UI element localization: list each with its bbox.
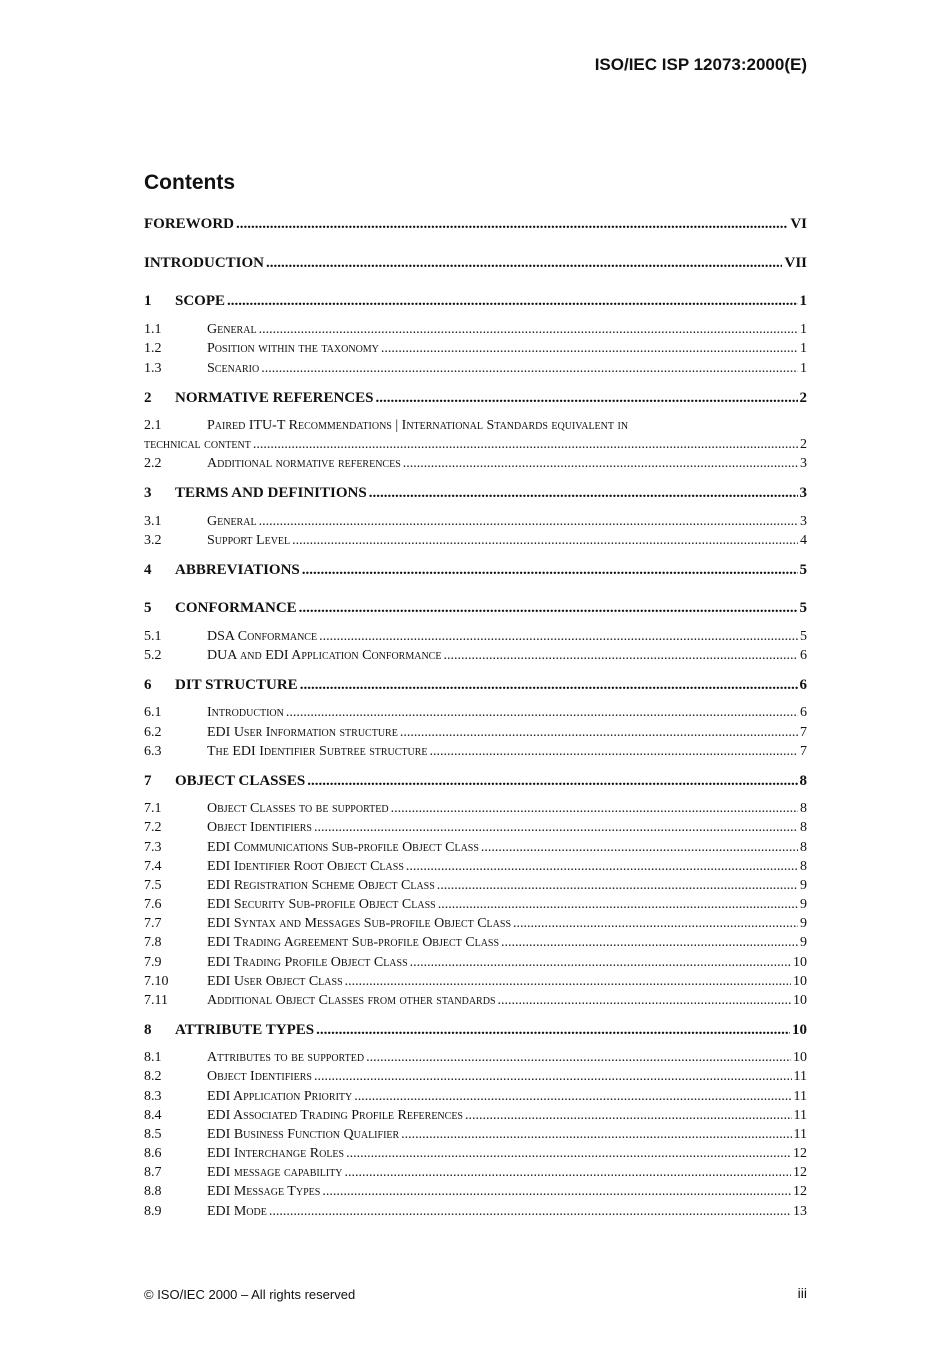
toc-section-1-2[interactable]	[144, 341, 807, 357]
dot-leader	[316, 1022, 790, 1039]
toc-entry-page: 8	[800, 820, 807, 835]
toc-chapter-4[interactable]	[144, 562, 807, 579]
toc-entry-page: 4	[800, 533, 807, 548]
toc-entry-label: DSA Conformance	[207, 629, 318, 644]
dot-leader	[314, 820, 798, 836]
toc-entry-page: 9	[800, 878, 807, 893]
toc-section-8-4[interactable]	[144, 1108, 807, 1124]
toc-entry-page: 1	[800, 322, 807, 337]
toc-entry-number: 7.5	[144, 878, 162, 893]
dot-leader	[354, 1089, 791, 1105]
dot-leader	[498, 993, 792, 1009]
dot-leader	[430, 744, 798, 760]
toc-entry-label: EDI Syntax and Messages Sub-profile Object Class	[207, 916, 512, 931]
dot-leader	[300, 677, 798, 694]
toc-entry-label: Paired ITU-T Recommendations | International Standards equivalent in	[207, 418, 629, 433]
dot-leader	[346, 1146, 791, 1162]
toc-entry-page: 10	[793, 993, 807, 1008]
toc-entry-page: 5	[800, 629, 807, 644]
toc-chapter-8[interactable]	[144, 1022, 807, 1039]
toc-entry-page: 13	[793, 1204, 807, 1219]
toc-section-8-9[interactable]	[144, 1204, 807, 1220]
toc-entry-label: General	[207, 322, 257, 337]
toc-section-8-2[interactable]	[144, 1069, 807, 1085]
dot-leader	[513, 916, 798, 932]
toc-entry-number: 5	[144, 600, 152, 616]
dot-leader	[369, 485, 798, 502]
toc-entry-label: Position within the taxonomy	[207, 341, 379, 356]
toc-chapter-1[interactable]	[144, 293, 807, 310]
toc-entry-label: Attributes to be supported	[207, 1050, 365, 1065]
page-title: Contents	[144, 171, 235, 194]
dot-leader	[269, 1204, 791, 1220]
dot-leader	[314, 1069, 792, 1085]
toc-section-5-2[interactable]	[144, 648, 807, 664]
toc-entry-number: 1.2	[144, 341, 162, 356]
toc-entry-label: SCOPE	[175, 293, 226, 309]
toc-entry-page: 11	[793, 1127, 807, 1142]
toc-entry-label-continued: technical content	[144, 437, 251, 452]
toc-entry-page: VII	[784, 255, 807, 271]
toc-entry-label: EDI Mode	[207, 1204, 267, 1219]
dot-leader	[443, 648, 798, 664]
toc-chapter-6[interactable]	[144, 677, 807, 694]
toc-entry-foreword[interactable]	[144, 216, 807, 233]
toc-entry-number: 8.2	[144, 1069, 162, 1084]
dot-leader	[391, 801, 798, 817]
toc-chapter-7[interactable]	[144, 773, 807, 790]
toc-entry-label: Additional Object Classes from other standards	[207, 993, 496, 1008]
toc-section-8-5[interactable]	[144, 1127, 807, 1143]
toc-entry-label: EDI User Object Class	[207, 974, 343, 989]
toc-entry-label: DUA and EDI Application Conformance	[207, 648, 442, 663]
toc-entry-label: EDI Application Priority	[207, 1089, 353, 1104]
toc-entry-page: 10	[793, 955, 807, 970]
toc-entry-page: 6	[799, 677, 807, 693]
toc-entry-label: EDI Registration Scheme Object Class	[207, 878, 435, 893]
toc-entry-page: 7	[800, 725, 807, 740]
dot-leader	[307, 773, 797, 790]
toc-entry-page: 7	[800, 744, 807, 759]
toc-entry-page: 1	[800, 341, 807, 356]
toc-entry-number: 7	[144, 773, 152, 789]
toc-entry-page: 8	[800, 840, 807, 855]
toc-entry-page: 8	[800, 801, 807, 816]
toc-entry-number: 2	[144, 390, 152, 406]
dot-leader	[381, 341, 798, 357]
toc-entry-label: DIT STRUCTURE	[175, 677, 298, 693]
toc-entry-label: FOREWORD	[144, 216, 234, 232]
toc-entry-number: 8.6	[144, 1146, 162, 1161]
toc-entry-number: 7.8	[144, 935, 162, 950]
toc-entry-page: 9	[800, 897, 807, 912]
toc-entry-label: Scenario	[207, 361, 260, 376]
toc-entry-page: 6	[800, 705, 807, 720]
toc-entry-page: 11	[793, 1069, 807, 1084]
dot-leader	[438, 897, 798, 913]
toc-entry-page: 12	[793, 1184, 807, 1199]
toc-entry-number: 3.2	[144, 533, 162, 548]
toc-entry-label: EDI Trading Profile Object Class	[207, 955, 408, 970]
toc-entry-page: 5	[799, 562, 807, 578]
toc-section-7-5[interactable]	[144, 878, 807, 894]
toc-section-2-2[interactable]	[144, 456, 807, 472]
dot-leader	[236, 216, 788, 233]
toc-section-6-3[interactable]	[144, 744, 807, 760]
toc-entry-label: EDI User Information structure	[207, 725, 398, 740]
toc-section-6-2[interactable]	[144, 725, 807, 741]
toc-entry-label: EDI Identifier Root Object Class	[207, 859, 404, 874]
dot-leader	[403, 456, 798, 472]
toc-section-1-3[interactable]	[144, 361, 807, 377]
toc-section-3-2[interactable]	[144, 533, 807, 549]
toc-entry-label: INTRODUCTION	[144, 255, 265, 271]
toc-entry-number: 7.10	[144, 974, 169, 989]
toc-entry-page: 10	[793, 974, 807, 989]
toc-entry-number: 7.3	[144, 840, 162, 855]
toc-chapter-3[interactable]	[144, 485, 807, 502]
toc-entry-number: 3	[144, 485, 152, 501]
dot-leader	[227, 293, 797, 310]
dot-leader	[345, 1165, 791, 1181]
dot-leader	[259, 514, 798, 530]
dot-leader	[322, 1184, 791, 1200]
toc-entry-number: 6.3	[144, 744, 162, 759]
toc-entry-label: NORMATIVE REFERENCES	[175, 390, 374, 406]
toc-entry-page: 12	[793, 1165, 807, 1180]
toc-entry-page: 10	[792, 1022, 807, 1038]
toc-entry-number: 7.2	[144, 820, 162, 835]
dot-leader	[261, 361, 798, 377]
toc-section-7-2[interactable]	[144, 820, 807, 836]
dot-leader	[286, 705, 798, 721]
toc-entry-label: Support Level	[207, 533, 291, 548]
toc-entry-number: 6	[144, 677, 152, 693]
toc-entry-label: EDI Interchange Roles	[207, 1146, 345, 1161]
toc-entry-page: 1	[800, 361, 807, 376]
toc-entry-label: EDI message capability	[207, 1165, 343, 1180]
toc-section-7-11[interactable]	[144, 993, 807, 1009]
toc-entry-label: CONFORMANCE	[175, 600, 297, 616]
toc-entry-number: 2.2	[144, 456, 162, 471]
toc-chapter-2[interactable]	[144, 390, 807, 407]
toc-entry-label: ATTRIBUTE TYPES	[175, 1022, 315, 1038]
toc-section-7-3[interactable]	[144, 840, 807, 856]
toc-entry-page: 1	[799, 293, 807, 309]
page-number: iii	[797, 1285, 807, 1301]
toc-entry-label: Object Identifiers	[207, 1069, 312, 1084]
toc-section-6-1[interactable]	[144, 705, 807, 721]
toc-section-8-3[interactable]	[144, 1089, 807, 1105]
dot-leader	[465, 1108, 792, 1124]
dot-leader	[401, 1127, 791, 1143]
dot-leader	[406, 859, 798, 875]
toc-entry-page: 11	[793, 1089, 807, 1104]
toc-entry-label: EDI Business Function Qualifier	[207, 1127, 400, 1142]
dot-leader	[259, 322, 798, 338]
toc-section-8-8[interactable]	[144, 1184, 807, 1200]
toc-entry-number: 1.3	[144, 361, 162, 376]
toc-entry-label: Introduction	[207, 705, 284, 720]
toc-entry-page: 8	[799, 773, 807, 789]
toc-entry-number: 5.2	[144, 648, 162, 663]
copyright-notice: © ISO/IEC 2000 – All rights reserved	[144, 1287, 356, 1302]
toc-entry-label: ABBREVIATIONS	[175, 562, 300, 578]
toc-entry-number: 1.1	[144, 322, 162, 337]
toc-entry-number: 7.6	[144, 897, 162, 912]
toc-entry-number: 8.5	[144, 1127, 162, 1142]
toc-entry-page: VI	[790, 216, 807, 232]
toc-section-8-6[interactable]	[144, 1146, 807, 1162]
toc-section-1-1[interactable]	[144, 322, 807, 338]
toc-entry-number: 8.7	[144, 1165, 162, 1180]
toc-entry-number: 5.1	[144, 629, 162, 644]
dot-leader	[299, 600, 798, 617]
toc-entry-page: 12	[793, 1146, 807, 1161]
toc-entry-page: 9	[800, 916, 807, 931]
toc-section-7-4[interactable]	[144, 859, 807, 875]
dot-leader	[302, 562, 798, 579]
toc-entry-number: 1	[144, 293, 152, 309]
dot-leader	[253, 437, 798, 453]
toc-entry-label: EDI Security Sub-profile Object Class	[207, 897, 436, 912]
toc-entry-label: OBJECT CLASSES	[175, 773, 306, 789]
dot-leader	[481, 840, 798, 856]
toc-entry-number: 7.9	[144, 955, 162, 970]
toc-section-2-1[interactable]	[144, 418, 628, 434]
toc-entry-number: 7.11	[144, 993, 168, 1008]
toc-section-7-10[interactable]	[144, 974, 807, 990]
toc-section-5-1[interactable]	[144, 629, 807, 645]
toc-entry-page: 5	[799, 600, 807, 616]
toc-entry-label: EDI Trading Agreement Sub-profile Object Class	[207, 935, 500, 950]
toc-entry-number: 7.4	[144, 859, 162, 874]
toc-entry-page: 3	[799, 485, 807, 501]
toc-entry-number: 7.1	[144, 801, 162, 816]
toc-entry-number: 8.3	[144, 1089, 162, 1104]
toc-entry-number: 6.2	[144, 725, 162, 740]
toc-entry-page: 8	[800, 859, 807, 874]
toc-entry-number: 8	[144, 1022, 152, 1038]
toc-section-7-1[interactable]	[144, 801, 807, 817]
toc-entry-label: EDI Message Types	[207, 1184, 321, 1199]
dot-leader	[345, 974, 791, 990]
dot-leader	[266, 255, 782, 272]
dot-leader	[400, 725, 798, 741]
toc-entry-number: 3.1	[144, 514, 162, 529]
toc-entry-number: 8.4	[144, 1108, 162, 1123]
toc-entry-label: Object Identifiers	[207, 820, 312, 835]
toc-entry-page: 2	[799, 390, 807, 406]
toc-entry-introduction[interactable]	[144, 255, 807, 272]
dot-leader	[376, 390, 798, 407]
toc-chapter-5[interactable]	[144, 600, 807, 617]
toc-section-2-1-continued[interactable]	[144, 437, 807, 453]
toc-section-7-8[interactable]	[144, 935, 807, 951]
dot-leader	[292, 533, 798, 549]
dot-leader	[437, 878, 798, 894]
toc-section-8-1[interactable]	[144, 1050, 807, 1066]
toc-entry-page: 9	[800, 935, 807, 950]
toc-entry-label: Object Classes to be supported	[207, 801, 389, 816]
toc-entry-number: 8.8	[144, 1184, 162, 1199]
dot-leader	[366, 1050, 791, 1066]
toc-entry-page: 3	[800, 456, 807, 471]
toc-entry-label: The EDI Identifier Subtree structure	[207, 744, 428, 759]
dot-leader	[410, 955, 791, 971]
dot-leader	[319, 629, 798, 645]
toc-entry-number: 4	[144, 562, 152, 578]
toc-entry-page: 10	[793, 1050, 807, 1065]
toc-entry-number: 8.1	[144, 1050, 162, 1065]
toc-section-7-6[interactable]	[144, 897, 807, 913]
toc-section-3-1[interactable]	[144, 514, 807, 530]
toc-section-8-7[interactable]	[144, 1165, 807, 1181]
document-id-header: ISO/IEC ISP 12073:2000(E)	[594, 55, 807, 74]
toc-entry-number: 7.7	[144, 916, 162, 931]
toc-section-7-9[interactable]	[144, 955, 807, 971]
toc-section-7-7[interactable]	[144, 916, 807, 932]
toc-entry-label: General	[207, 514, 257, 529]
toc-entry-page: 6	[800, 648, 807, 663]
toc-entry-label: EDI Associated Trading Profile References	[207, 1108, 463, 1123]
toc-entry-number: 6.1	[144, 705, 162, 720]
toc-entry-number: 2.1	[144, 418, 162, 433]
toc-entry-label: EDI Communications Sub-profile Object Class	[207, 840, 479, 855]
toc-entry-number: 8.9	[144, 1204, 162, 1219]
toc-entry-page: 2	[800, 437, 807, 452]
dot-leader	[501, 935, 798, 951]
toc-entry-page: 11	[793, 1108, 807, 1123]
toc-entry-label: Additional normative references	[207, 456, 401, 471]
toc-entry-label: TERMS AND DEFINITIONS	[175, 485, 367, 501]
toc-entry-page: 3	[800, 514, 807, 529]
